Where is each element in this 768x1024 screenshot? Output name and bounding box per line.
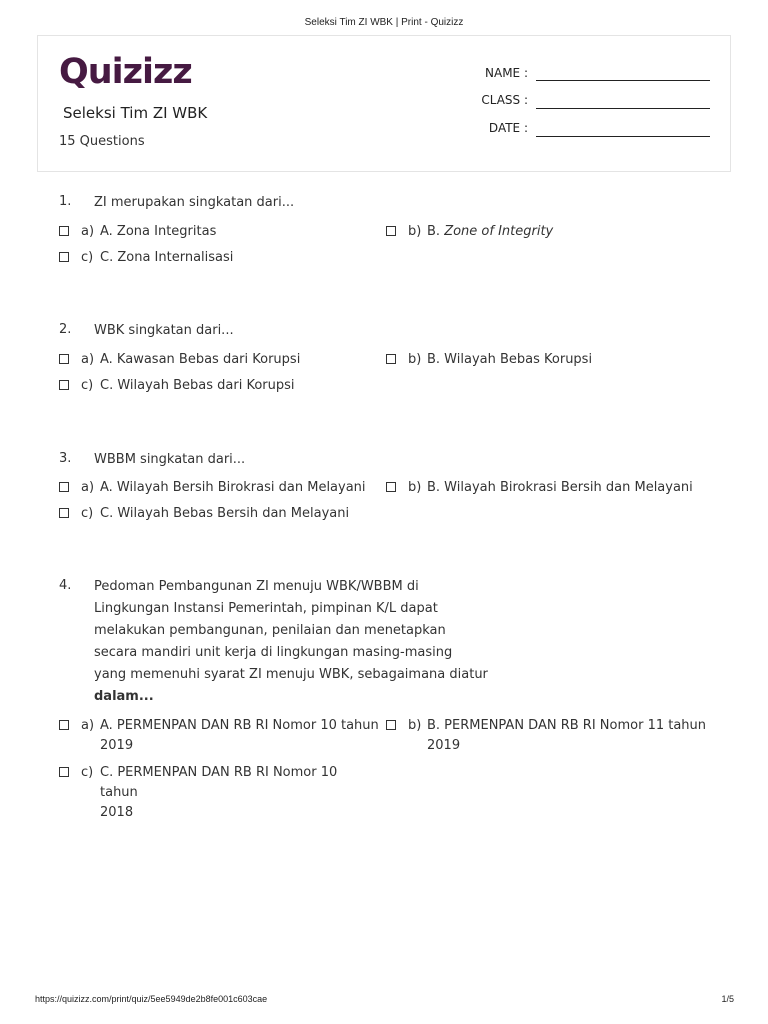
checkbox[interactable] <box>386 226 396 236</box>
class-field[interactable] <box>536 108 710 109</box>
page-number: 1/5 <box>721 994 734 1004</box>
checkbox[interactable] <box>59 767 69 777</box>
question-text: Pedoman Pembangunan ZI menuju WBK/WBBM di Lingkungan Instansi Pemerintah, pimpinan K/L dapat melakukan pembangunan, penilaian dan menetapkan secara mandiri unit kerja di lingkungan masing-masing yang memenuhi syarat ZI menuju WBK, sebagaimana diatur dalam... <box>94 579 488 704</box>
question-number: 4. <box>59 578 72 593</box>
checkbox[interactable] <box>59 252 69 262</box>
question-text: ZI merupakan singkatan dari... <box>94 195 295 210</box>
date-label: DATE : <box>488 121 528 135</box>
checkbox[interactable] <box>386 720 396 730</box>
question-number: 3. <box>59 451 72 466</box>
checkbox[interactable] <box>59 482 69 492</box>
checkbox[interactable] <box>59 720 69 730</box>
question-text: WBBM singkatan dari... <box>94 452 246 467</box>
date-field[interactable] <box>536 136 710 137</box>
checkbox[interactable] <box>386 354 396 364</box>
name-label: NAME : <box>485 66 528 80</box>
print-title: Seleksi Tim ZI WBK | Print - Quizizz <box>304 17 464 28</box>
checkbox[interactable] <box>59 380 69 390</box>
class-label: CLASS : <box>481 93 528 107</box>
question-count: 15 Questions <box>59 134 145 149</box>
quizizz-logo: Quizizz <box>59 52 192 92</box>
checkbox[interactable] <box>59 508 69 518</box>
quiz-title: Seleksi Tim ZI WBK <box>63 104 208 122</box>
name-field[interactable] <box>536 80 710 81</box>
footer-url: https://quizizz.com/print/quiz/5ee5949de2b8fe001c603cae <box>35 994 268 1004</box>
checkbox[interactable] <box>386 482 396 492</box>
checkbox[interactable] <box>59 354 69 364</box>
question-text: WBK singkatan dari... <box>94 323 234 338</box>
question-number: 2. <box>59 322 72 337</box>
question-number: 1. <box>59 194 72 209</box>
checkbox[interactable] <box>59 226 69 236</box>
quiz-header <box>37 35 731 172</box>
